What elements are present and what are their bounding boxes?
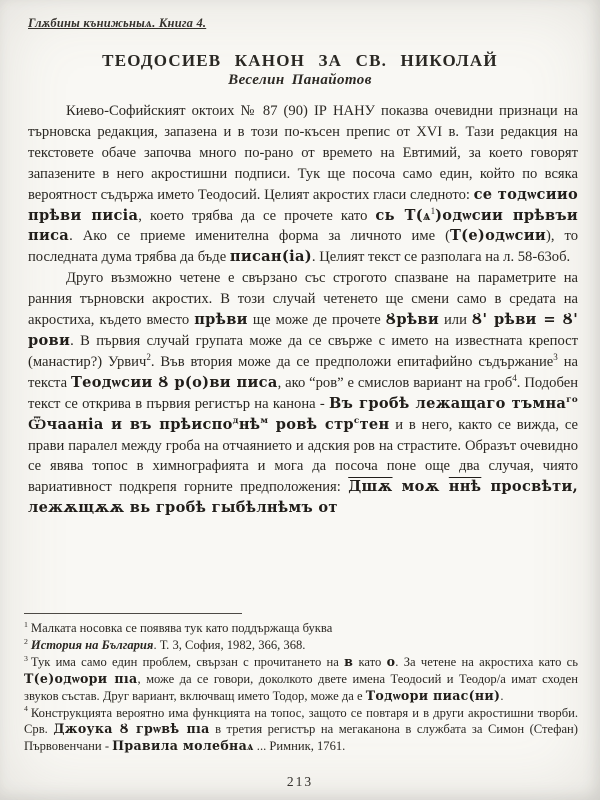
text-run: . Т. 3, София, 1982, 366, 368.: [153, 637, 306, 652]
text-run: го: [566, 394, 578, 405]
footnotes-block: [24, 620, 578, 755]
text-run: . Ако се приеме именителна форма за личното име (: [69, 228, 450, 245]
footnote-text: [31, 638, 306, 652]
text-run: , ако “ров” е смислов вариант на гроб: [277, 374, 513, 391]
text-run: моѫ: [392, 478, 449, 496]
footnote-separator: [24, 613, 242, 614]
running-header: Глѫбины кънижьныѧ. Книга 4.: [28, 16, 207, 30]
text-run: Правила молебнаѧ: [112, 738, 254, 754]
text-run: 4: [512, 372, 517, 383]
text-run: , което трябва да се прочете като: [138, 207, 376, 224]
text-run: Т(е)одѡори пıа: [24, 670, 138, 686]
text-run: , може да се говори, доколкото двете имена Теодосий и Теодор/а имат сходен звуков състав. Друг вариант, включващ името Тодор, може да е: [24, 671, 578, 703]
text-run: в третия регистър на мегаканона в службата за Симон (Стефан) Първовенчани -: [24, 722, 578, 754]
text-run: или: [438, 312, 472, 329]
text-run: и в него, както се вижда, се прави паралел между гроба на отчаянието и адския ров на страстите. Образът очевидно се явява топос в химнографията и мога да посоча поне още два случая, чиято вариативност подкрепя горните предположения:: [28, 416, 578, 496]
text-run: м: [260, 415, 269, 426]
text-run: )одѡсии прѣвъи писа: [28, 206, 579, 245]
paragraph-2: [28, 268, 578, 519]
text-run: Тук има само един проблем, свързан с прочитането на: [30, 654, 345, 669]
text-run: Ȣрѣви: [385, 311, 439, 329]
footnote-4: [24, 705, 578, 756]
text-run: просвѣти, лежѫщѫѫ вь гробѣ гыбѣлнѣмъ от: [28, 478, 578, 517]
text-run: прѣви: [194, 311, 248, 329]
footnote-2: [24, 637, 578, 654]
text-run: Т(е)одѡсии: [449, 227, 546, 245]
text-run: ще може де прочете: [247, 312, 386, 329]
text-run: нѣ: [238, 415, 261, 433]
text-run: Теодѡсии Ȣ р(о)ви писа: [71, 373, 278, 391]
text-run: ), то последната дума трябва да бъде: [28, 228, 579, 266]
footnote-1: [24, 620, 578, 637]
text-run: тен: [359, 415, 390, 433]
text-run: Конструкцията вероятно има функцията на топос, защото се повтаря и в други акростишни творби. Срв.: [24, 705, 578, 737]
text-run: д: [232, 415, 239, 426]
text-run: ... Римник, 1761.: [253, 739, 346, 754]
footnote-marker: 3: [24, 653, 28, 663]
footnote-marker: 1: [24, 619, 28, 629]
footnote-marker: 4: [24, 704, 28, 714]
text-run: Киево-Софийският октоих № 87 (90) ІР НАНУ показва очевидни признаци на търновска редакция, запазена и в този по-късен препис от XVI в. Тази редакция на текстовете обаче започва много по-рано от времето на Евтимий, за което говорят запазените в него акростишни подписи. Тук ще посоча само един, който по всяка вероятност съдържа името Теодосий. Целият акростих гласи следното:: [28, 103, 578, 203]
footnote-3: [24, 654, 578, 705]
footnote-text: [24, 706, 578, 754]
text-run: Джоука Ȣ грѡвѣ пıа: [53, 721, 210, 737]
article-title: ТЕОДОСИЕВ КАНОН ЗА СВ. НИКОЛАЙ: [102, 51, 498, 71]
text-run: 1: [430, 205, 436, 216]
text-run: се тодѡсиио прѣви писіа: [28, 185, 578, 224]
article-body: [28, 101, 578, 519]
text-run: . В първия случай групата може да се свърже с името на известната крепост (манастир?) Урвич: [28, 332, 578, 370]
text-run: Тодѡори пиас(ни): [365, 687, 501, 703]
text-run: 3: [553, 352, 558, 363]
footnote-text: [24, 655, 578, 703]
text-run: . Целият текст се разполага на л. 58-63об.: [311, 249, 571, 266]
text-run: в: [344, 653, 354, 669]
text-run: ннѣ: [448, 478, 482, 496]
text-run: като: [353, 654, 387, 669]
text-run: . Във втория може да се предположи епитафийно съдържание: [150, 353, 554, 370]
text-run: ровѣ стр: [268, 415, 354, 433]
text-run: Ѿчааніа и въ прѣиспо: [28, 415, 233, 433]
text-run: Въ гробѣ лежащаго тъмна: [329, 394, 567, 412]
text-run: . Подобен текст се открива в първия регистър на канона -: [28, 374, 578, 412]
text-run: Друго възможно четене е свързано със строгото спазване на параметрите на ранния търновски акростих. В този случай четенето ще смени само в средата на акростиха, където вместо: [28, 270, 578, 329]
text-run: 2: [146, 352, 151, 363]
text-run: о: [386, 653, 396, 669]
text-run: на текста: [28, 353, 579, 391]
text-run: Ȣ' рѣви = Ȣ' рови: [28, 311, 578, 349]
text-run: с: [353, 415, 360, 426]
text-run: Дшѫ: [348, 478, 393, 496]
text-run: . За четене на акростиха като сь: [395, 654, 578, 669]
paragraph-1: [28, 101, 578, 268]
author-name: Веселин Панайотов: [228, 72, 372, 88]
page-number: 213: [286, 774, 314, 789]
text-run: писан(іа): [229, 248, 312, 266]
text-run: История на България: [30, 637, 154, 652]
text-run: .: [500, 688, 504, 703]
text-run: Малката носовка се появява тук като поддържаща буква: [30, 621, 333, 635]
footnote-text: [31, 621, 332, 635]
text-run: сь Т(ѧ: [375, 206, 431, 224]
footnote-marker: 2: [24, 636, 28, 646]
